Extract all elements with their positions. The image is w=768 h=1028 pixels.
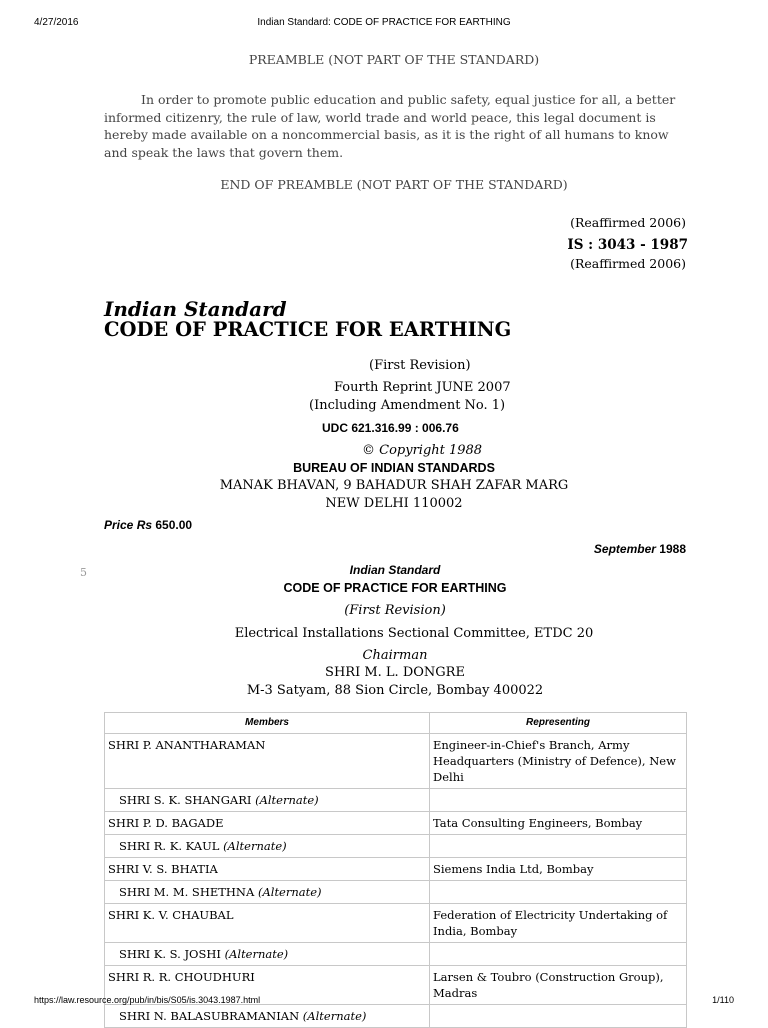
standard-title: Indian Standard (104, 297, 287, 321)
publication-month: September (593, 542, 656, 556)
member-name-text: SHRI P. D. BAGADE (108, 816, 224, 830)
table-row (105, 789, 687, 812)
print-page-number: 1/110 (712, 995, 734, 1005)
member-name-text: SHRI R. R. CHOUDHURI (108, 970, 255, 984)
member-representing: Engineer-in-Chief's Branch, Army Headquarters (Ministry of Defence), New Delhi (430, 734, 687, 789)
alternate-label: (Alternate) (302, 1009, 367, 1023)
second-revision: (First Revision) (344, 603, 446, 618)
member-name-text: SHRI M. M. SHETHNA (119, 885, 255, 899)
member-representing: Siemens India Ltd, Bombay (430, 858, 687, 881)
udc-code: UDC 621.316.99 : 006.76 (322, 421, 459, 435)
member-name-text: SHRI S. K. SHANGARI (119, 793, 252, 807)
member-name-text: SHRI K. S. JOSHI (119, 947, 221, 961)
member-representing (430, 789, 687, 812)
publication-year: 1988 (659, 542, 686, 556)
table-row (105, 881, 687, 904)
second-title: Indian Standard (349, 563, 441, 577)
chairman-label: Chairman (362, 648, 428, 663)
member-name (105, 812, 430, 835)
committee-name: Electrical Installations Sectional Committee, ETDC 20 (234, 626, 594, 641)
member-name (105, 943, 430, 966)
preamble-end-heading: END OF PREAMBLE (NOT PART OF THE STANDARD) (220, 177, 568, 192)
amendment-note: (Including Amendment No. 1) (309, 398, 506, 413)
header-representing: Representing (430, 713, 687, 734)
alternate-label: (Alternate) (255, 793, 319, 807)
table-row (105, 812, 687, 835)
member-representing: Federation of Electricity Undertaking of India, Bombay (430, 904, 687, 943)
revision-note: (First Revision) (369, 358, 471, 373)
member-name (105, 835, 430, 858)
preamble-heading: PREAMBLE (NOT PART OF THE STANDARD) (248, 52, 540, 67)
table-row (105, 943, 687, 966)
chairman-name: SHRI M. L. DONGRE (325, 665, 465, 680)
table-row (105, 858, 687, 881)
bureau-name: BUREAU OF INDIAN STANDARDS (293, 461, 495, 475)
second-subtitle: CODE OF PRACTICE FOR EARTHING (283, 581, 507, 595)
table-row (105, 734, 687, 789)
alternate-label: (Alternate) (224, 947, 289, 961)
bureau-address-line2: NEW DELHI 110002 (325, 496, 463, 511)
page-marker: 5 (80, 566, 87, 579)
member-representing: Tata Consulting Engineers, Bombay (430, 812, 687, 835)
price-label: Price Rs (104, 518, 153, 532)
member-name-text: SHRI V. S. BHATIA (108, 862, 218, 876)
members-table (104, 712, 687, 1028)
member-name (105, 789, 430, 812)
print-page-title: Indian Standard: CODE OF PRACTICE FOR EARTHING (257, 17, 511, 28)
member-name (105, 734, 430, 789)
member-name-text: SHRI P. ANANTHARAMAN (108, 738, 266, 752)
member-representing (430, 1005, 687, 1028)
table-row (105, 1005, 687, 1028)
member-representing (430, 943, 687, 966)
price-value: 650.00 (155, 518, 193, 532)
reaffirmed-note: (Reaffirmed 2006) (570, 215, 686, 230)
member-representing (430, 881, 687, 904)
member-name-text: SHRI K. V. CHAUBAL (108, 908, 234, 922)
copyright-note: © Copyright 1988 (362, 443, 483, 458)
member-representing: Larsen & Toubro (Construction Group), Madras (430, 966, 687, 1005)
price (104, 518, 192, 532)
member-name-text: SHRI R. K. KAUL (119, 839, 220, 853)
print-url: https://law.resource.org/pub/in/bis/S05/is.3043.1987.html (34, 995, 261, 1005)
member-representing (430, 835, 687, 858)
is-number: IS : 3043 - 1987 (567, 237, 688, 253)
member-name-text: SHRI N. BALASUBRAMANIAN (119, 1009, 300, 1023)
table-row (105, 904, 687, 943)
chairman-address: M-3 Satyam, 88 Sion Circle, Bombay 400022 (246, 683, 544, 698)
publication-date (594, 542, 686, 556)
reprint-note: Fourth Reprint JUNE 2007 (334, 380, 511, 395)
preamble-body: In order to promote public education and public safety, equal justice for all, a better informed citizenry, the rule of law, world trade and world peace, this legal document is hereby made available on a noncommercial basis, as it is the right of all humans to know and speak the laws that govern them. (104, 92, 676, 160)
bureau-address-line1: MANAK BHAVAN, 9 BAHADUR SHAH ZAFAR MARG (219, 478, 569, 493)
member-name (105, 904, 430, 943)
print-date: 4/27/2016 (34, 17, 79, 28)
members-table-header (105, 713, 687, 734)
standard-subtitle: CODE OF PRACTICE FOR EARTHING (104, 318, 512, 341)
reaffirmed-note-2: (Reaffirmed 2006) (570, 256, 686, 271)
alternate-label: (Alternate) (223, 839, 287, 853)
alternate-label: (Alternate) (257, 885, 322, 899)
header-members: Members (105, 713, 430, 734)
table-row (105, 835, 687, 858)
member-name (105, 1005, 430, 1028)
member-name (105, 881, 430, 904)
member-name (105, 858, 430, 881)
